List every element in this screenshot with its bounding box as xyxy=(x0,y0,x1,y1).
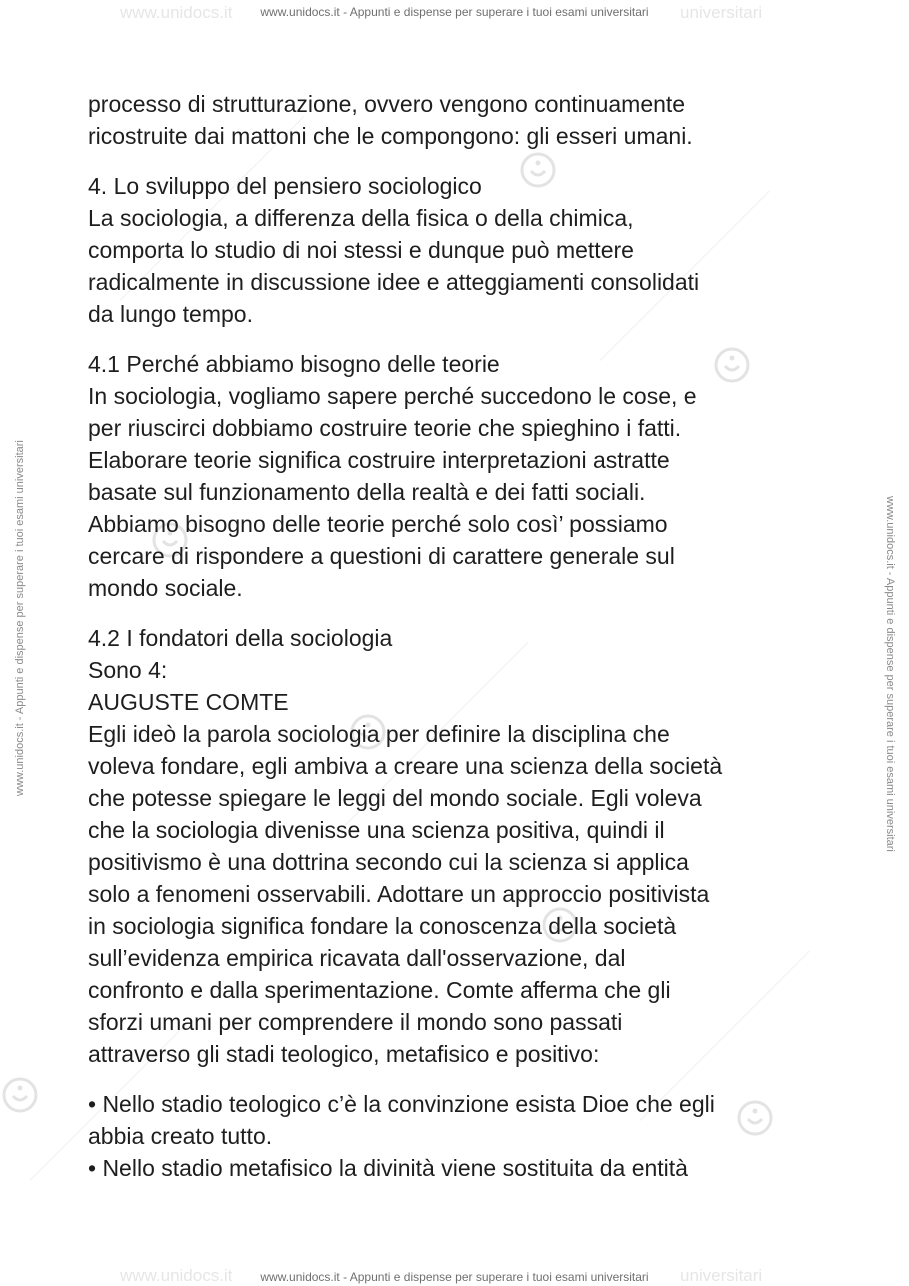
text-line: positivismo è una dottrina secondo cui la scienza si applica xyxy=(88,849,689,875)
text-line: per riuscirci dobbiamo costruire teorie che spieghino i fatti. xyxy=(88,415,682,441)
watermark-footer: www.unidocs.it - Appunti e dispense per superare i tuoi esami universitari xyxy=(260,1270,649,1284)
text-line: che la sociologia divenisse una scienza positiva, quindi il xyxy=(88,817,665,843)
document-body xyxy=(88,88,828,1184)
intro-paragraph xyxy=(88,88,828,152)
text-line: Abbiamo bisogno delle teorie perché solo così’ possiamo xyxy=(88,511,668,537)
text-line: radicalmente in discussione idee e atteggiamenti consolidati xyxy=(88,269,700,295)
text-line: in sociologia significa fondare la conoscenza della società xyxy=(88,913,677,939)
text-line: confronto e dalla sperimentazione. Comte afferma che gli xyxy=(88,977,671,1003)
section-heading: 4.1 Perché abbiamo bisogno delle teorie xyxy=(88,351,500,377)
text-line: processo di strutturazione, ovvero vengono continuamente xyxy=(88,91,686,117)
watermark-side-left: www.unidocs.it - Appunti e dispense per superare i tuoi esami universitari xyxy=(14,440,26,796)
watermark-side-right: www.unidocs.it - Appunti e dispense per superare i tuoi esami universitari xyxy=(884,496,896,852)
text-line: In sociologia, vogliamo sapere perché succedono le cose, e xyxy=(88,383,697,409)
watermark-ghost-bottom-left: www.unidocs.it xyxy=(120,1266,233,1285)
text-line: Elaborare teorie significa costruire interpretazioni astratte xyxy=(88,447,670,473)
subheading: AUGUSTE COMTE xyxy=(88,689,289,715)
text-line: solo a fenomeni osservabili. Adottare un approccio positivista xyxy=(88,881,710,907)
text-line: abbia creato tutto. xyxy=(88,1123,273,1149)
watermark-header: www.unidocs.it - Appunti e dispense per superare i tuoi esami universitari xyxy=(260,5,649,19)
section-heading: 4.2 I fondatori della sociologia xyxy=(88,625,393,651)
text-line: che potesse spiegare le leggi del mondo sociale. Egli voleva xyxy=(88,785,702,811)
section-4-1 xyxy=(88,348,828,604)
text-line: ricostruite dai mattoni che le compongono: gli esseri umani. xyxy=(88,123,693,149)
section-4 xyxy=(88,170,828,330)
watermark-ghost-top-right: universitari xyxy=(680,3,763,22)
text-line: mondo sociale. xyxy=(88,575,243,601)
text-line: sull’evidenza empirica ricavata dall'osservazione, dal xyxy=(88,945,626,971)
bullet-item: • Nello stadio teologico c’è la convinzione esista Dioe che egli xyxy=(88,1091,715,1117)
bullet-item: • Nello stadio metafisico la divinità viene sostituita da entità xyxy=(88,1155,688,1181)
text-line: Egli ideò la parola sociologia per definire la disciplina che xyxy=(88,721,670,747)
text-line: La sociologia, a differenza della fisica o della chimica, xyxy=(88,205,634,231)
text-line: comporta lo studio di noi stessi e dunque può mettere xyxy=(88,237,634,263)
unidocs-logo-icon xyxy=(0,1075,40,1115)
text-line: attraverso gli stadi teologico, metafisico e positivo: xyxy=(88,1041,600,1067)
text-line: Sono 4: xyxy=(88,657,168,683)
text-line: da lungo tempo. xyxy=(88,301,253,327)
text-line: sforzi umani per comprendere il mondo sono passati xyxy=(88,1009,623,1035)
text-line: basate sul funzionamento della realtà e dei fatti sociali. xyxy=(88,479,646,505)
watermark-ghost-bottom-right: universitari xyxy=(680,1266,763,1285)
section-heading: 4. Lo sviluppo del pensiero sociologico xyxy=(88,173,482,199)
text-line: voleva fondare, egli ambiva a creare una scienza della società xyxy=(88,753,723,779)
text-line: cercare di rispondere a questioni di carattere generale sul xyxy=(88,543,675,569)
bullet-list xyxy=(88,1088,828,1184)
watermark-ghost-top-left: www.unidocs.it xyxy=(120,3,233,22)
section-4-2 xyxy=(88,622,828,1070)
